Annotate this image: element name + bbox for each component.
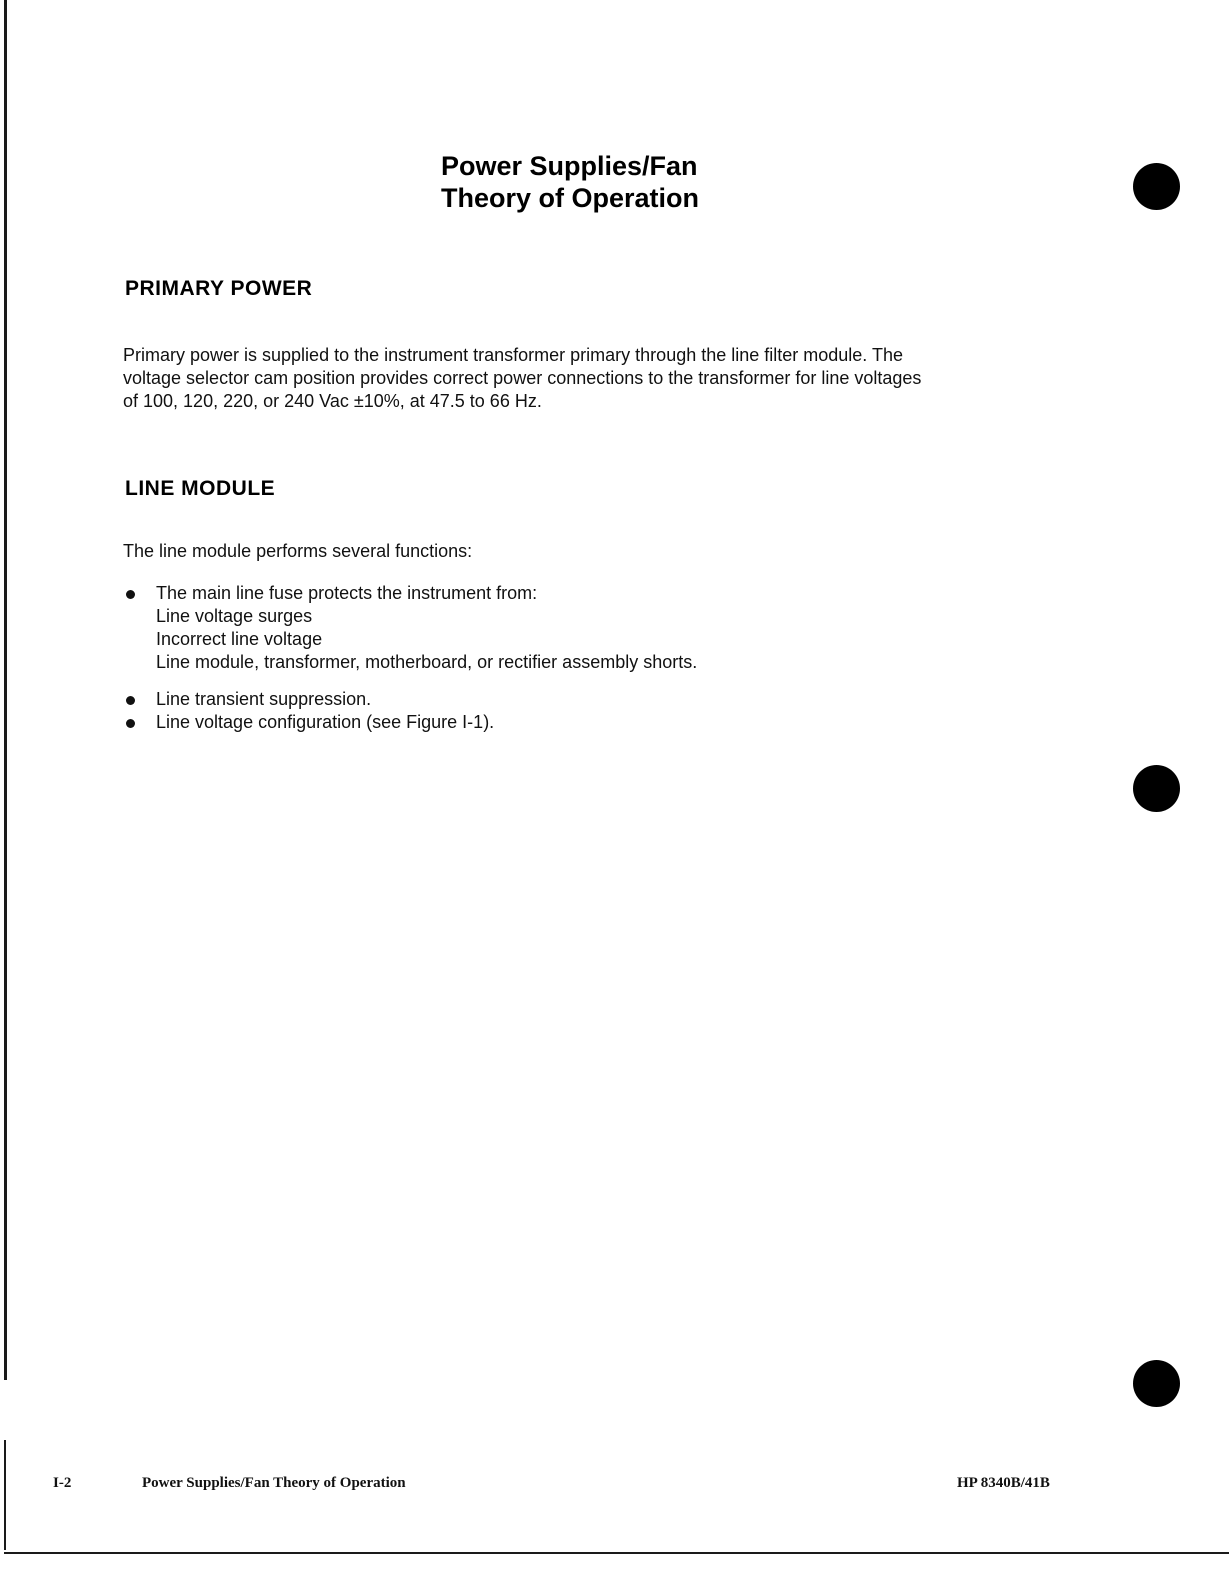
bullet-icon <box>126 696 135 705</box>
page-title-line-2: Theory of Operation <box>441 183 700 213</box>
left-margin-rule <box>4 0 7 1380</box>
binder-hole-middle <box>1133 765 1180 812</box>
footer-model: HP 8340B/41B <box>957 1475 1050 1491</box>
footer-section-title: Power Supplies/Fan Theory of Operation <box>142 1475 406 1491</box>
line-module-heading: LINE MODULE <box>125 477 276 500</box>
left-margin-rule-lower <box>4 1440 6 1550</box>
bullet-icon <box>126 719 135 728</box>
list-sub-item: Line module, transformer, motherboard, or rectifier assembly shorts. <box>156 652 698 672</box>
primary-power-line-1: Primary power is supplied to the instrument transformer primary through the line filter module. The <box>123 345 904 365</box>
bottom-margin-rule <box>4 1552 1229 1554</box>
primary-power-paragraph <box>123 344 921 413</box>
list-sub-item: Incorrect line voltage <box>156 629 323 649</box>
list-item <box>123 688 697 711</box>
footer-page-number: I-2 <box>53 1475 72 1491</box>
list-item-text: Line voltage configuration (see Figure I-1). <box>156 712 495 732</box>
list-sub-item: Line voltage surges <box>156 606 313 626</box>
line-module-function-list <box>123 582 697 734</box>
bullet-icon <box>126 590 135 599</box>
list-item-text: Line transient suppression. <box>156 689 372 709</box>
binder-hole-top <box>1133 163 1180 210</box>
page-title-line-1: Power Supplies/Fan <box>441 151 698 181</box>
list-item-text: The main line fuse protects the instrument from: <box>156 583 538 603</box>
primary-power-heading: PRIMARY POWER <box>125 277 313 300</box>
primary-power-line-3: of 100, 120, 220, or 240 Vac ±10%, at 47.5 to 66 Hz. <box>123 391 542 411</box>
page-title <box>441 150 699 214</box>
primary-power-line-2: voltage selector cam position provides correct power connections to the transformer for line voltages <box>123 368 922 388</box>
line-module-intro: The line module performs several functions: <box>123 541 473 561</box>
list-item <box>123 582 697 674</box>
list-item <box>123 711 697 734</box>
binder-hole-bottom <box>1133 1360 1180 1407</box>
